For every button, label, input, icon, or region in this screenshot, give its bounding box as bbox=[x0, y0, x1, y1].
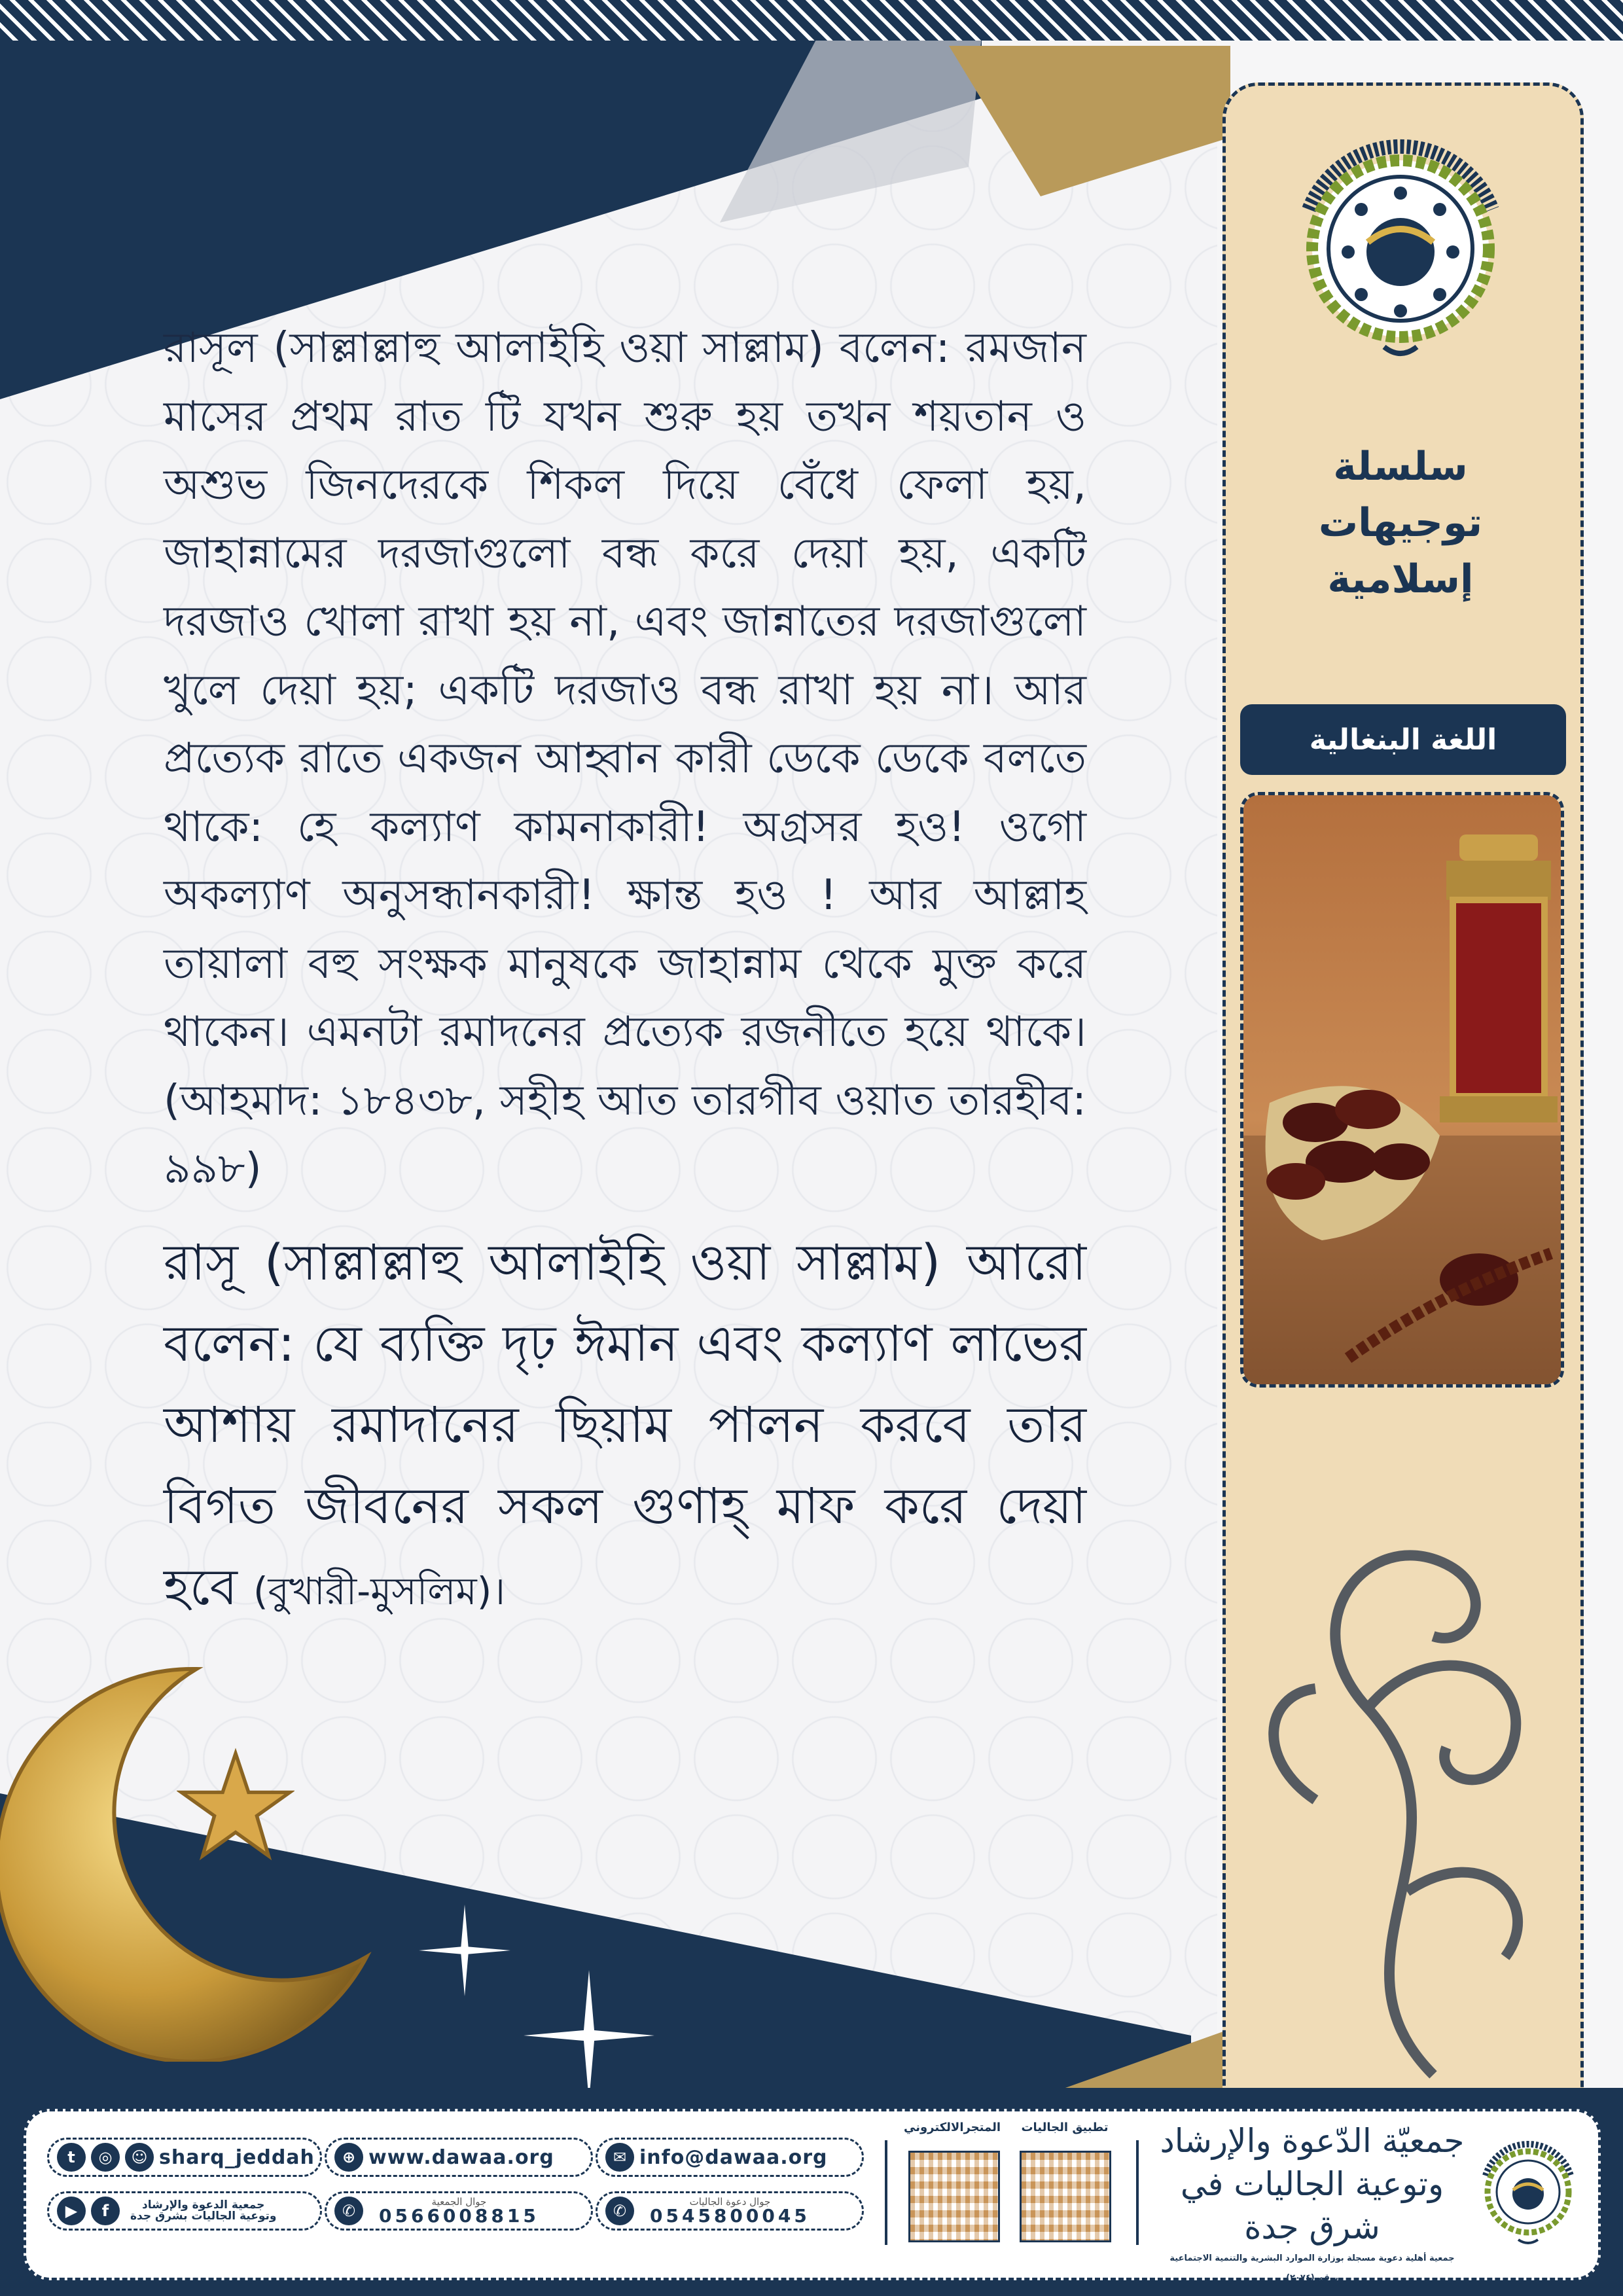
organization-logo bbox=[1270, 111, 1531, 373]
snapchat-icon[interactable]: ☺ bbox=[125, 2143, 154, 2172]
top-border-pattern bbox=[0, 0, 1623, 41]
qr-code-store[interactable] bbox=[908, 2151, 1000, 2242]
youtube-icon[interactable]: ▶ bbox=[57, 2197, 86, 2225]
twitter-icon[interactable]: t bbox=[57, 2143, 86, 2172]
org-social-pill[interactable] bbox=[47, 2191, 322, 2231]
divider bbox=[1136, 2140, 1139, 2245]
series-title-line: إسلامية bbox=[1327, 556, 1474, 602]
org-name-line: وتوعية الجاليات في شرق جدة bbox=[1180, 2165, 1444, 2246]
hadith-reference: (বুখারী-মুসলিম)। bbox=[253, 1568, 506, 1613]
org-short-name-line: وتوعية الجاليات بشرق جدة bbox=[130, 2210, 277, 2223]
language-badge: اللغة البنغالية bbox=[1240, 704, 1566, 775]
org-registration: جمعية أهلية دعوية مسجلة بوزارة الموارد البشرية والتنمية الاجتماعية برقم (٢٠٧٤) bbox=[1169, 2253, 1455, 2283]
organization-name bbox=[1158, 2119, 1466, 2288]
org-short-name-line: جمعية الدعوة والإرشاد bbox=[142, 2198, 265, 2212]
phone2-number[interactable]: 0545800045 bbox=[650, 2204, 810, 2227]
phone1-label: جوال الجمعية bbox=[431, 2195, 487, 2208]
qr-store-label: المتجرالالكتروني bbox=[903, 2121, 1001, 2134]
series-title-line: توجيهات bbox=[1318, 500, 1483, 546]
email-icon: ✉ bbox=[605, 2143, 634, 2172]
series-title-line: سلسلة bbox=[1333, 444, 1468, 490]
star-icon bbox=[177, 1748, 294, 1865]
divider bbox=[885, 2140, 887, 2245]
hadith-paragraph-1: রাসূল (সাল্লাল্লাহু আলাইহি ওয়া সাল্লাম) বলেন: রমজান মাসের প্রথম রাত টি যখন শুরু হয় তখন শয়তান ও অশুভ জিনদেরকে শিকল দিয়ে বেঁধে ফেলা হয়, জাহান্নামের দরজাগুলো বন্ধ করে দেয়া হয়, একটি দরজাও খোলা রাখা হয় না, এবং জান্নাতের দরজাগুলো খুলে দেয়া হয়; একটি দরজাও বন্ধ রাখা হয় না। আর প্রত্যেক রাতে একজন আহ্বান কারী ডেকে ডেকে বলতে থাকে: হে কল্যাণ কামনাকারী! অগ্রসর হও! ওগো অকল্যাণ অনুসন্ধানকারী! ক্ষান্ত হও ! আর আল্লাহ তায়ালা বহু সংক্ষক মানুষকে জাহান্নাম থেকে মুক্ত করে থাকেন। এমনটা রমাদনের প্রত্যেক রজনীতে হয়ে থাকে। (আহমাদ: ১৮৪৩৮, সহীহ আত তারগীব ওয়াত তারহীব: ৯৯৮) bbox=[164, 324, 1086, 1193]
floral-ornament bbox=[1237, 1433, 1577, 2088]
main-content bbox=[164, 314, 1086, 1632]
org-name-line: جمعيّة الدّعوة والإرشاد bbox=[1160, 2122, 1465, 2160]
ramadan-lantern-dates-photo bbox=[1240, 792, 1564, 1388]
globe-icon: ⊕ bbox=[334, 2143, 363, 2172]
series-title bbox=[1243, 439, 1558, 607]
phone1-number[interactable]: 0566008815 bbox=[379, 2204, 539, 2227]
footer-logo bbox=[1472, 2130, 1584, 2254]
sparkle-icon bbox=[419, 1905, 510, 1996]
website-pill[interactable] bbox=[325, 2138, 593, 2177]
instagram-icon[interactable]: ◎ bbox=[91, 2143, 120, 2172]
phone2-pill[interactable] bbox=[596, 2191, 864, 2231]
footer-card bbox=[24, 2109, 1601, 2283]
phone1-pill[interactable] bbox=[325, 2191, 593, 2231]
hadith-paragraph-2-text: রাসূ (সাল্লাল্লাহু আলাইহি ওয়া সাল্লাম) আরো বলেন: যে ব্যক্তি দৃঢ় ঈমান এবং কল্যাণ লাভের আশায় রমাদানের ছিয়াম পালন করবে তার বিগত জীবনের সকল গুণাহ্ মাফ করে দেয়া হবে bbox=[164, 1232, 1086, 1616]
qr-code-app[interactable] bbox=[1020, 2151, 1111, 2242]
email-link[interactable]: info@dawaa.org bbox=[639, 2145, 828, 2169]
sparkle-icon bbox=[524, 1970, 654, 2101]
phone-icon: ✆ bbox=[605, 2197, 634, 2225]
phone-icon: ✆ bbox=[334, 2197, 363, 2225]
email-pill[interactable] bbox=[596, 2138, 864, 2177]
hadith-paragraph-2 bbox=[164, 1222, 1086, 1632]
social-handle-pill[interactable] bbox=[47, 2138, 322, 2177]
phone2-label: جوال دعوة الجاليات bbox=[689, 2195, 771, 2208]
facebook-icon[interactable]: f bbox=[91, 2197, 120, 2225]
website-link[interactable]: www.dawaa.org bbox=[368, 2145, 554, 2169]
social-handle: sharq_jeddah bbox=[159, 2145, 315, 2169]
qr-app-label: تطبيق الجاليات bbox=[1021, 2121, 1109, 2134]
